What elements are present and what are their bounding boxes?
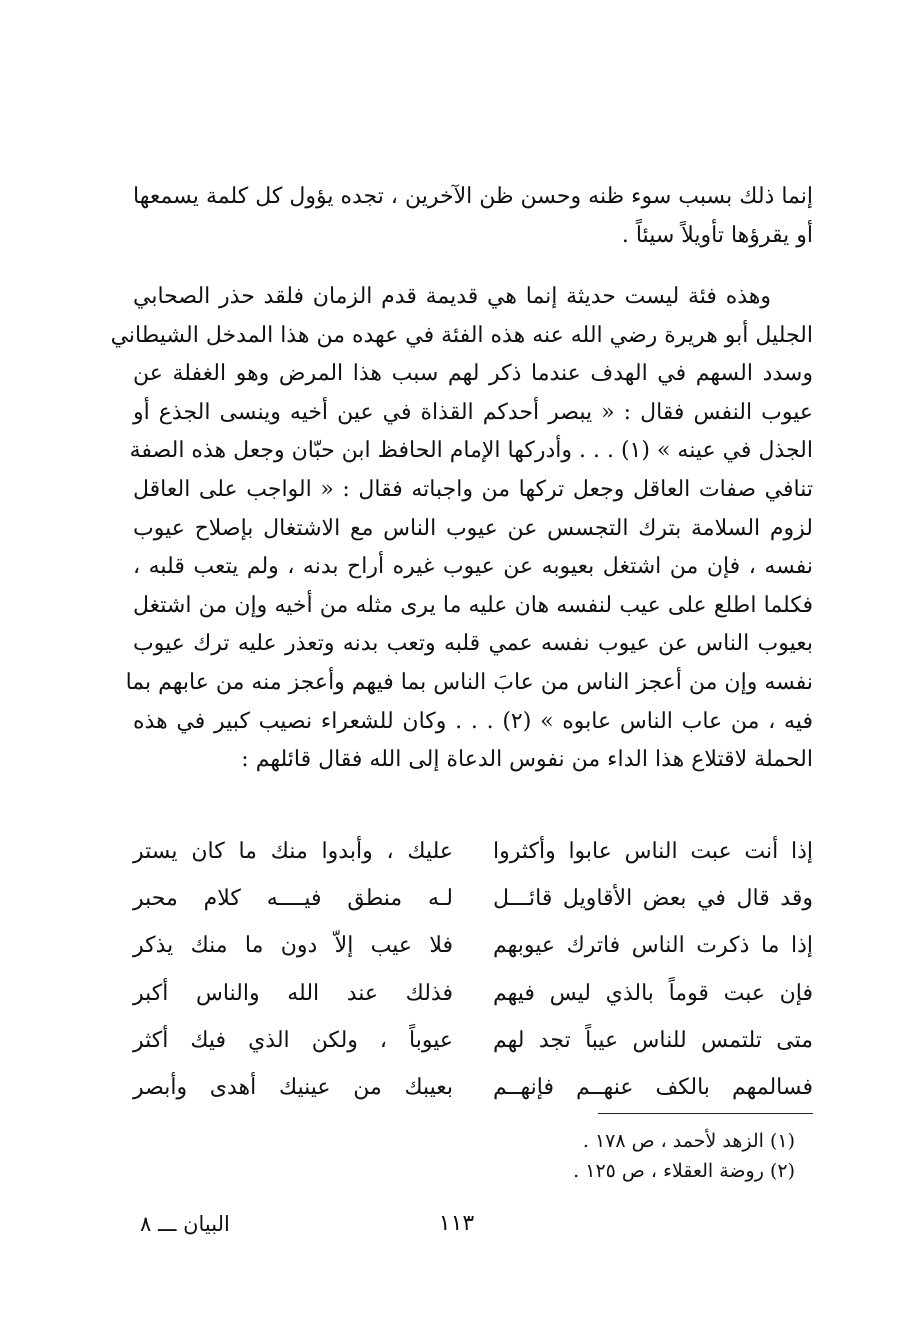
poem-verse [133,1068,813,1115]
intro-paragraph [133,178,813,255]
text-line: وسدد السهم في الهدف عندما ذكر لهم سبب هذا المرض وهو الغفلة عن [133,361,813,387]
verse-second-hemistich: لـه منطق فيــــه كلام محبر [133,886,453,912]
page-number: ١١٣ [438,1211,475,1236]
text-line: الجذل في عينه » (١) . . . وأدركها الإمام الحافظ ابن حبّان وجعل هذه الصفة [129,438,813,464]
verse-first-hemistich: إذا ما ذكرت الناس فاترك عيوبهم [493,933,813,959]
text-line: وهذه فئة ليست حديثة إنما هي قديمة قدم الزمان فلقد حذر الصحابي [133,284,771,309]
poem [133,832,813,1112]
verse-second-hemistich: عليك ، وأبدوا منك ما كان يستر [133,839,453,864]
verse-second-hemistich: بعيبك من عينيك أهدى وأبصر [133,1074,453,1100]
verse-second-hemistich: عيوباً ، ولكن الذي فيك أكثر [133,1027,453,1053]
text-line: فكلما اطلع على عيب لنفسه هان عليه ما يرى مثله من أخيه وإن من اشتغل [133,592,813,618]
poem-verse [133,1021,813,1068]
text-line: أو يقرؤها تأويلاً سيئاً . [621,222,813,248]
text-line: لزوم السلامة بترك التجسس عن عيوب الناس مع الاشتغال بإصلاح عيوب [133,515,813,541]
footnotes [275,1126,795,1186]
text-line: عيوب النفس فقال : « يبصر أحدكم القذاة في عين أخيه وينسى الجذع أو [133,399,813,425]
main-paragraph [110,278,813,780]
verse-second-hemistich: فلا عيب إلاّ دون ما منك يذكر [133,933,453,959]
poem-verse [133,879,813,926]
poem-verse [133,974,813,1021]
verse-first-hemistich: فسالمهم بالكف عنهــم فإنهــم [493,1074,813,1100]
verse-first-hemistich: إذا أنت عبت الناس عابوا وأكثروا [493,839,813,864]
text-line: الحملة لاقتلاع هذا الداء من نفوس الدعاة إلى الله فقال قائلهم : [241,747,813,773]
verse-first-hemistich: متى تلتمس للناس عيباً تجد لهم [493,1027,813,1053]
text-line: الجليل أبو هريرة رضي الله عنه هذه الفئة في عهده من هذا المدخل الشيطاني [110,322,813,348]
text-line: فيه ، من عاب الناس عابوه » (٢) . . . وكان للشعراء نصيب كبير في هذه [133,708,813,734]
text-line: إنما ذلك بسبب سوء ظنه وحسن ظن الآخرين ، تجده يؤول كل كلمة يسمعها [133,184,813,209]
footnote: (٢) روضة العقلاء ، ص ١٢٥ . [573,1160,795,1182]
verse-first-hemistich: وقد قال في بعض الأقاويل قائـــل [493,886,813,912]
signature-mark: البيان ـــ ٨ [140,1212,230,1236]
verse-second-hemistich: فذلك عند الله والناس أكبر [133,980,453,1006]
footnote: (١) الزهد لأحمد ، ص ١٧٨ . [582,1130,795,1152]
text-line: نفسه وإن من أعجز الناس من عابَ الناس بما فيهم وأعجز منه من عابهم بما [125,669,813,695]
poem-verse [133,832,813,879]
footnote-divider [598,1113,813,1114]
verse-first-hemistich: فإن عبت قوماً بالذي ليس فيهم [493,980,813,1006]
text-line: نفسه ، فإن من اشتغل بعيوبه عن عيوب غيره أراح بدنه ، ولم يتعب قلبه ، [133,554,813,580]
text-line: بعيوب الناس عن عيوب نفسه عمي قلبه وتعب بدنه وتعذر عليه ترك عيوب [133,631,813,657]
poem-verse [133,926,813,973]
text-line: تنافي صفات العاقل وجعل تركها من واجباته فقال : « الواجب على العاقل [133,476,813,502]
